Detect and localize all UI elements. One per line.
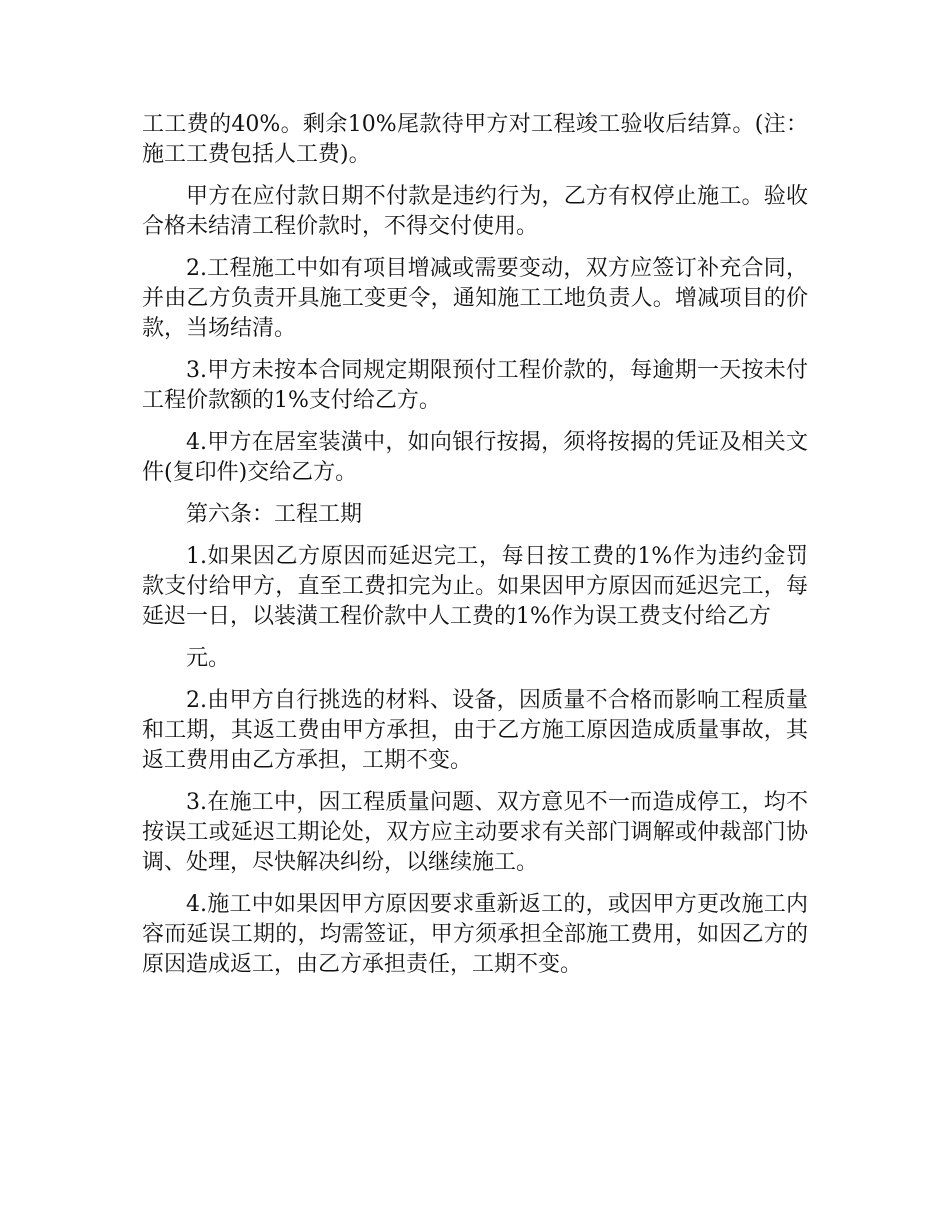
section-heading-article-6: 第六条：工程工期 (186, 502, 363, 527)
paragraph-material-quality: 2.由甲方自行挑选的材料、设备，因质量不合格而影响工程质量和工期，其返工费由甲方承担，由于乙方施工原因造成质量事故，其返工费用由乙方承担，工期不变。 (142, 688, 808, 773)
paragraph-mortgage: 4.甲方在居室装潢中，如向银行按揭，须将按揭的凭证及相关文件(复印件)交给乙方。 (142, 430, 808, 485)
paragraph-delay-penalty: 1.如果因乙方原因而延迟完工，每日按工费的1%作为违约金罚款支付给甲方，直至工费扣完为止。如果因甲方原因而延迟完工，每延迟一日，以装潢工程价款中人工费的1%作为误工费支付给乙方 (142, 544, 808, 629)
paragraph-payment-terms: 工工费的40%。剩余10%尾款待甲方对工程竣工验收后结算。(注：施工工费包括人工费)。 (142, 112, 808, 167)
paragraph-overdue-penalty: 3.甲方未按本合同规定期限预付工程价款的，每逾期一天按未付工程价款额的1%支付给乙方。 (142, 358, 808, 413)
paragraph-late-payment: 甲方在应付款日期不付款是违约行为，乙方有权停止施工。验收合格未结清工程价款时，不得交付使用。 (142, 184, 808, 239)
paragraph-item-changes: 2.工程施工中如有项目增减或需要变动，双方应签订补充合同，并由乙方负责开具施工变更令，通知施工工地负责人。增减项目的价款，当场结清。 (142, 256, 808, 341)
paragraph-yuan: 元。 (186, 646, 231, 671)
paragraph-dispute: 3.在施工中，因工程质量问题、双方意见不一而造成停工，均不按误工或延迟工期论处，双方应主动要求有关部门调解或仲裁部门协调、处理，尽快解决纠纷，以继续施工。 (142, 790, 808, 875)
paragraph-rework: 4.施工中如果因甲方原因要求重新返工的，或因甲方更改施工内容而延误工期的，均需签证，甲方须承担全部施工费用，如因乙方的原因造成返工，由乙方承担责任，工期不变。 (142, 892, 808, 977)
document-body (142, 110, 808, 992)
